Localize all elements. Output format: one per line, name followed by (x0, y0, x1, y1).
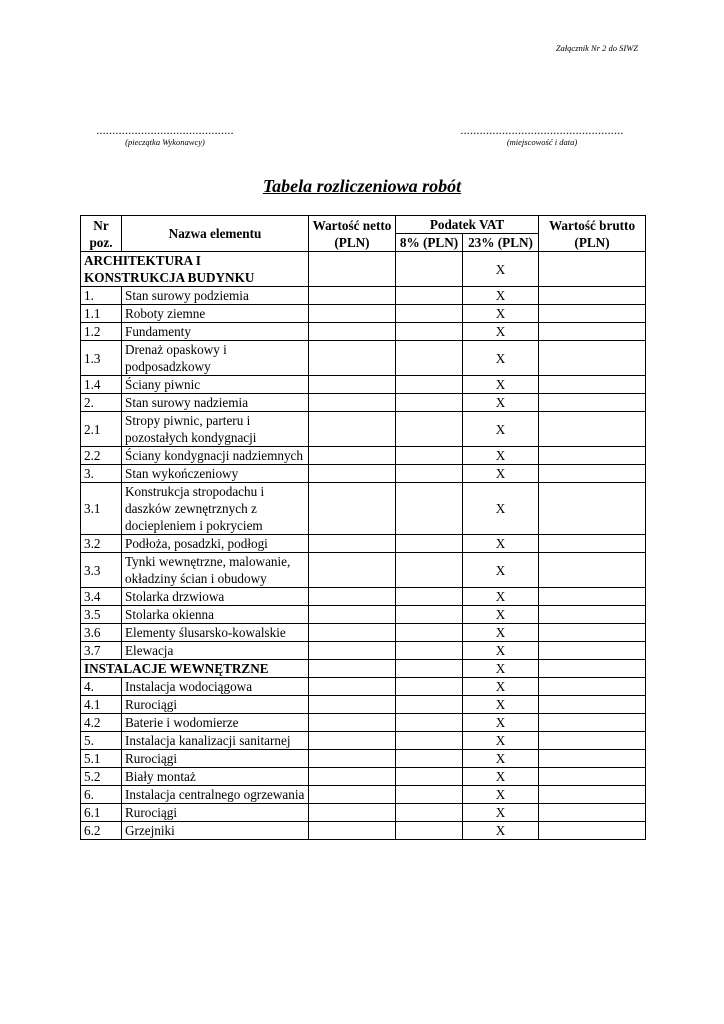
netto-cell[interactable] (309, 394, 396, 412)
row-number: 5.2 (81, 768, 122, 786)
row-number: 6. (81, 786, 122, 804)
vat8-cell[interactable] (396, 660, 463, 678)
netto-cell[interactable] (309, 660, 396, 678)
row-number: 3.4 (81, 588, 122, 606)
row-number: 3.3 (81, 553, 122, 588)
table-row (81, 465, 646, 483)
vat23-cell: X (463, 714, 539, 732)
row-name: Stolarka okienna (122, 606, 309, 624)
stamp-caption: (pieczątka Wykonawcy) (125, 137, 205, 147)
table-row (81, 624, 646, 642)
table-row (81, 786, 646, 804)
row-number: 2.2 (81, 447, 122, 465)
section-row (81, 660, 646, 678)
row-number: 1.3 (81, 341, 122, 376)
row-name: Instalacja centralnego ogrzewania (122, 786, 309, 804)
row-number: 5.1 (81, 750, 122, 768)
row-name: Stan wykończeniowy (122, 465, 309, 483)
row-name: Elementy ślusarsko-kowalskie (122, 624, 309, 642)
row-number: 4. (81, 678, 122, 696)
vat8-cell[interactable] (396, 287, 463, 305)
vat8-cell[interactable] (396, 786, 463, 804)
table-header-row (81, 216, 646, 234)
place-date-caption: (miejscowość i data) (506, 137, 578, 147)
brutto-cell[interactable] (539, 376, 646, 394)
table-row (81, 678, 646, 696)
row-number: 1.1 (81, 305, 122, 323)
row-name: Rurociągi (122, 750, 309, 768)
row-name: Stan surowy podziemia (122, 287, 309, 305)
table-row (81, 341, 646, 376)
row-number: 2. (81, 394, 122, 412)
row-name: Instalacja wodociągowa (122, 678, 309, 696)
row-name: Elewacja (122, 642, 309, 660)
header-netto: Wartość netto (PLN) (309, 216, 396, 252)
netto-cell[interactable] (309, 642, 396, 660)
header-brutto: Wartość brutto (PLN) (539, 216, 646, 252)
row-number: 6.2 (81, 822, 122, 840)
netto-cell[interactable] (309, 624, 396, 642)
brutto-cell[interactable] (539, 606, 646, 624)
vat23-cell: X (463, 822, 539, 840)
netto-cell[interactable] (309, 678, 396, 696)
netto-cell[interactable] (309, 786, 396, 804)
vat8-cell[interactable] (396, 323, 463, 341)
table-row (81, 588, 646, 606)
vat23-cell: X (463, 447, 539, 465)
brutto-cell[interactable] (539, 535, 646, 553)
vat8-cell[interactable] (396, 553, 463, 588)
vat8-cell[interactable] (396, 642, 463, 660)
vat23-cell: X (463, 465, 539, 483)
row-number: 4.2 (81, 714, 122, 732)
row-number: 2.1 (81, 412, 122, 447)
vat23-cell: X (463, 678, 539, 696)
vat8-cell[interactable] (396, 714, 463, 732)
brutto-cell[interactable] (539, 660, 646, 678)
row-name: Konstrukcja stropodachu i daszków zewnętrznych z dociepleniem i pokryciem (122, 483, 309, 535)
vat8-cell[interactable] (396, 412, 463, 447)
table-row (81, 323, 646, 341)
netto-cell[interactable] (309, 447, 396, 465)
row-name: Ściany kondygnacji nadziemnych (122, 447, 309, 465)
vat23-cell: X (463, 642, 539, 660)
brutto-cell[interactable] (539, 412, 646, 447)
table-row (81, 606, 646, 624)
row-number: 3.1 (81, 483, 122, 535)
vat8-cell[interactable] (396, 394, 463, 412)
brutto-cell[interactable] (539, 714, 646, 732)
netto-cell[interactable] (309, 732, 396, 750)
vat8-cell[interactable] (396, 732, 463, 750)
table-row (81, 376, 646, 394)
netto-cell[interactable] (309, 588, 396, 606)
vat23-cell: X (463, 732, 539, 750)
vat23-cell: X (463, 804, 539, 822)
vat23-cell: X (463, 305, 539, 323)
vat23-cell: X (463, 341, 539, 376)
row-number: 3.7 (81, 642, 122, 660)
vat23-cell: X (463, 535, 539, 553)
row-name: Podłoża, posadzki, podłogi (122, 535, 309, 553)
vat23-cell: X (463, 696, 539, 714)
row-name: Drenaż opaskowy i podposadzkowy (122, 341, 309, 376)
brutto-cell[interactable] (539, 624, 646, 642)
brutto-cell[interactable] (539, 553, 646, 588)
brutto-cell[interactable] (539, 678, 646, 696)
brutto-cell[interactable] (539, 642, 646, 660)
row-number: 3. (81, 465, 122, 483)
vat8-cell[interactable] (396, 483, 463, 535)
netto-cell[interactable] (309, 376, 396, 394)
table-row (81, 447, 646, 465)
vat23-cell: X (463, 376, 539, 394)
row-name: Grzejniki (122, 822, 309, 840)
row-number: 6.1 (81, 804, 122, 822)
netto-cell[interactable] (309, 535, 396, 553)
netto-cell[interactable] (309, 341, 396, 376)
brutto-cell[interactable] (539, 252, 646, 287)
header-vat-8: 8% (PLN) (396, 234, 463, 252)
vat23-cell: X (463, 750, 539, 768)
vat23-cell: X (463, 483, 539, 535)
netto-cell[interactable] (309, 804, 396, 822)
vat8-cell[interactable] (396, 750, 463, 768)
brutto-cell[interactable] (539, 804, 646, 822)
vat23-cell: X (463, 786, 539, 804)
brutto-cell[interactable] (539, 768, 646, 786)
vat8-cell[interactable] (396, 535, 463, 553)
vat8-cell[interactable] (396, 376, 463, 394)
vat8-cell[interactable] (396, 606, 463, 624)
brutto-cell[interactable] (539, 465, 646, 483)
row-number: 4.1 (81, 696, 122, 714)
header-name: Nazwa elementu (122, 216, 309, 252)
header-vat: Podatek VAT (396, 216, 539, 234)
netto-cell[interactable] (309, 768, 396, 786)
vat8-cell[interactable] (396, 768, 463, 786)
row-number: 3.2 (81, 535, 122, 553)
table-row (81, 412, 646, 447)
contractor-stamp-field (86, 124, 244, 147)
table-row (81, 768, 646, 786)
brutto-cell[interactable] (539, 305, 646, 323)
vat8-cell[interactable] (396, 696, 463, 714)
vat8-cell[interactable] (396, 678, 463, 696)
brutto-cell[interactable] (539, 323, 646, 341)
netto-cell[interactable] (309, 714, 396, 732)
table-row (81, 732, 646, 750)
table-row (81, 714, 646, 732)
row-name: Tynki wewnętrzne, malowanie, okładziny ścian i obudowy (122, 553, 309, 588)
brutto-cell[interactable] (539, 341, 646, 376)
netto-cell[interactable] (309, 287, 396, 305)
netto-cell[interactable] (309, 750, 396, 768)
vat23-cell: X (463, 660, 539, 678)
row-name: Fundamenty (122, 323, 309, 341)
table-row (81, 553, 646, 588)
row-name: Stropy piwnic, parteru i pozostałych kondygnacji (122, 412, 309, 447)
vat8-cell[interactable] (396, 341, 463, 376)
table-row (81, 394, 646, 412)
vat23-cell: X (463, 252, 539, 287)
netto-cell[interactable] (309, 606, 396, 624)
vat23-cell: X (463, 412, 539, 447)
table-row (81, 483, 646, 535)
vat23-cell: X (463, 323, 539, 341)
brutto-cell[interactable] (539, 732, 646, 750)
row-name: Biały montaż (122, 768, 309, 786)
vat8-cell[interactable] (396, 588, 463, 606)
row-number: 1.2 (81, 323, 122, 341)
netto-cell[interactable] (309, 696, 396, 714)
table-row (81, 305, 646, 323)
row-number: 3.5 (81, 606, 122, 624)
netto-cell[interactable] (309, 323, 396, 341)
vat8-cell[interactable] (396, 804, 463, 822)
row-name: Roboty ziemne (122, 305, 309, 323)
place-date-field (446, 124, 638, 147)
vat8-cell[interactable] (396, 624, 463, 642)
document-title: Tabela rozliczeniowa robót (262, 176, 462, 196)
header-nr: Nr poz. (81, 216, 122, 252)
table-row (81, 696, 646, 714)
section-row (81, 252, 646, 287)
brutto-cell[interactable] (539, 786, 646, 804)
vat23-cell: X (463, 394, 539, 412)
place-date-dotted-line: ................................................... (460, 123, 624, 137)
netto-cell[interactable] (309, 483, 396, 535)
row-number: 1. (81, 287, 122, 305)
row-number: 3.6 (81, 624, 122, 642)
header-vat-23: 23% (PLN) (463, 234, 539, 252)
row-name: Stan surowy nadziemia (122, 394, 309, 412)
vat23-cell: X (463, 624, 539, 642)
vat23-cell: X (463, 553, 539, 588)
brutto-cell[interactable] (539, 750, 646, 768)
brutto-cell[interactable] (539, 588, 646, 606)
row-name: Baterie i wodomierze (122, 714, 309, 732)
annex-label: Załącznik Nr 2 do SIWZ (555, 43, 638, 53)
vat8-cell[interactable] (396, 822, 463, 840)
brutto-cell[interactable] (539, 822, 646, 840)
table-row (81, 642, 646, 660)
table-row (81, 535, 646, 553)
vat23-cell: X (463, 606, 539, 624)
table-row (81, 287, 646, 305)
row-number: 5. (81, 732, 122, 750)
brutto-cell[interactable] (539, 394, 646, 412)
netto-cell[interactable] (309, 252, 396, 287)
row-name: Stolarka drzwiowa (122, 588, 309, 606)
vat8-cell[interactable] (396, 305, 463, 323)
stamp-dotted-line: ........................................... (96, 123, 234, 137)
table-row (81, 750, 646, 768)
row-name: Rurociągi (122, 696, 309, 714)
section-title: INSTALACJE WEWNĘTRZNE (81, 660, 309, 678)
section-title: ARCHITEKTURA I KONSTRUKCJA BUDYNKU (81, 252, 309, 287)
brutto-cell[interactable] (539, 447, 646, 465)
netto-cell[interactable] (309, 305, 396, 323)
netto-cell[interactable] (309, 465, 396, 483)
vat8-cell[interactable] (396, 252, 463, 287)
vat8-cell[interactable] (396, 465, 463, 483)
vat8-cell[interactable] (396, 447, 463, 465)
brutto-cell[interactable] (539, 483, 646, 535)
netto-cell[interactable] (309, 822, 396, 840)
table-row (81, 822, 646, 840)
vat23-cell: X (463, 287, 539, 305)
netto-cell[interactable] (309, 412, 396, 447)
table-row (81, 804, 646, 822)
works-settlement-table (80, 215, 646, 840)
row-name: Instalacja kanalizacji sanitarnej (122, 732, 309, 750)
row-name: Rurociągi (122, 804, 309, 822)
row-name: Ściany piwnic (122, 376, 309, 394)
row-number: 1.4 (81, 376, 122, 394)
netto-cell[interactable] (309, 553, 396, 588)
vat23-cell: X (463, 768, 539, 786)
brutto-cell[interactable] (539, 696, 646, 714)
brutto-cell[interactable] (539, 287, 646, 305)
vat23-cell: X (463, 588, 539, 606)
